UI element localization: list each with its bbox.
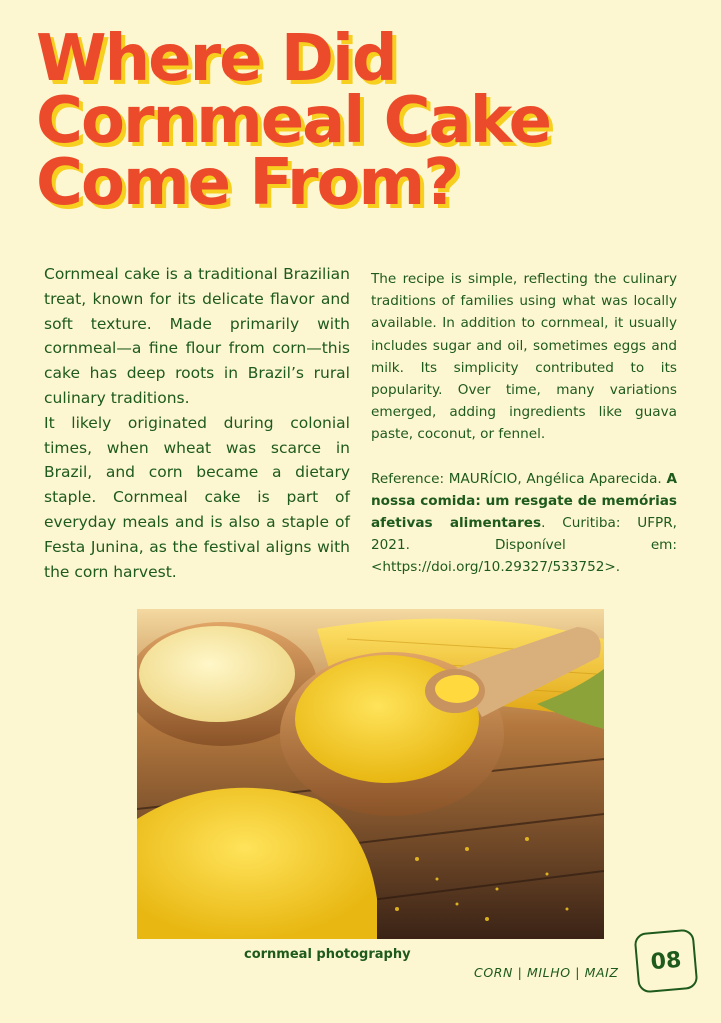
footer-label: CORN | MILHO | MAIZ	[474, 965, 619, 980]
right-column	[371, 268, 677, 579]
right-paragraph-1: The recipe is simple, reflecting the culinary traditions of families using what was locally available. In addition to cornmeal, it usually includes sugar and oil, sometimes eggs and milk. Its simplicity contributed to its popularity. Over time, many variations emerged, adding ingredients like guava paste, coconut, or fennel.	[371, 271, 677, 443]
left-column	[44, 262, 350, 584]
reference-suffix: . Curitiba: UFPR, 2021. Disponível em: <https://doi.org/10.29327/533752>.	[371, 515, 677, 576]
reference-prefix: Reference: MAURÍCIO, Angélica Aparecida.	[371, 470, 662, 487]
cornmeal-photo	[137, 609, 604, 939]
page-number-badge	[633, 928, 698, 993]
left-paragraph-2: It likely originated during colonial times, when wheat was scarce in Brazil, and corn became a dietary staple. Cornmeal cake is part of everyday meals and is also a staple of Festa Junina, as the festival aligns with the corn harvest.	[44, 413, 350, 581]
page-number: 08	[649, 947, 683, 975]
cornmeal-photo-illustration	[137, 609, 604, 939]
title-line-3: Come From?	[36, 146, 459, 220]
page-title	[36, 22, 696, 220]
left-paragraph-1: Cornmeal cake is a traditional Brazilian treat, known for its delicate flavor and soft texture. Made primarily with cornmeal—a fine flour from corn—this cake has deep roots in Brazil’s rural culinary traditions.	[44, 265, 350, 407]
reference	[371, 468, 677, 579]
reference-title: A nossa comida: um resgate de memórias afetivas alimentares	[371, 470, 677, 532]
title-line-2: Cornmeal Cake	[36, 84, 550, 158]
title-line-1: Where Did	[36, 22, 396, 96]
photo-caption: cornmeal photography	[244, 947, 411, 962]
